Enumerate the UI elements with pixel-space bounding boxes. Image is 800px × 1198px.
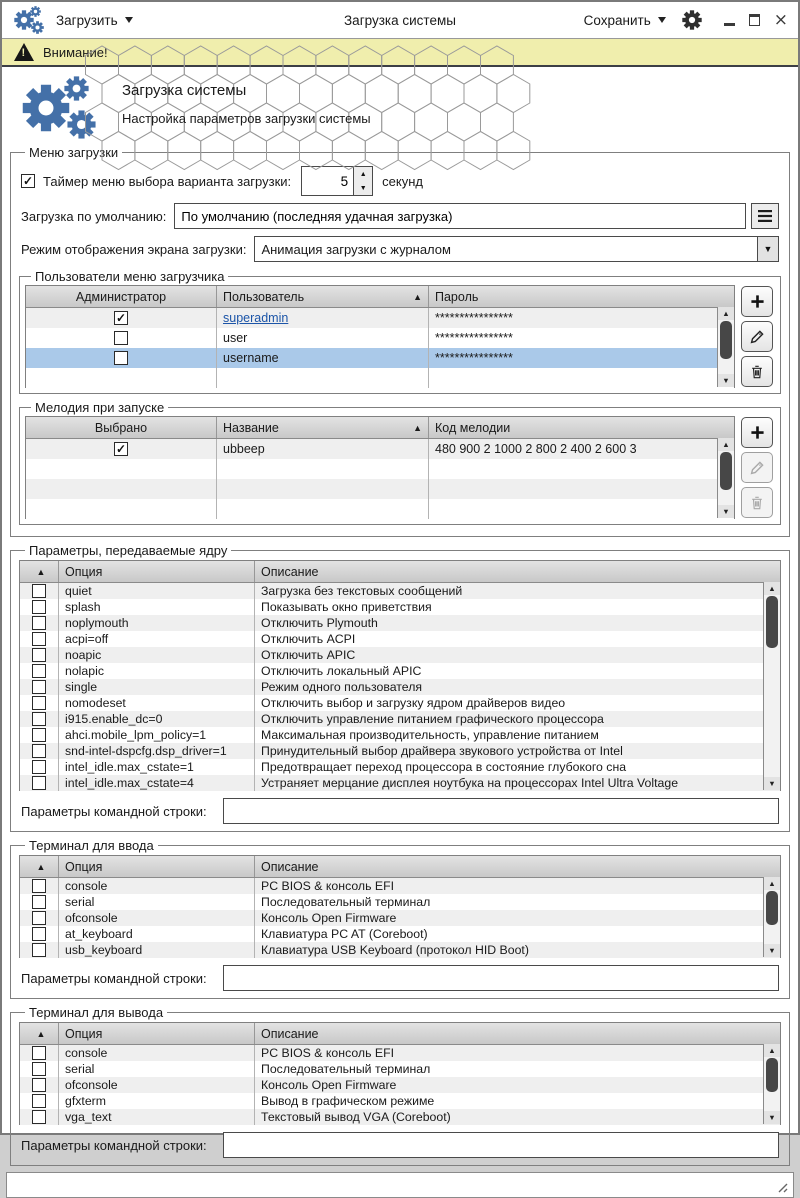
cell-option: intel_idle.max_cstate=1 xyxy=(58,759,254,775)
group-boot-menu xyxy=(10,145,790,537)
cell-chosen xyxy=(26,439,216,459)
cell-empty xyxy=(428,479,734,499)
row-checkbox[interactable] xyxy=(32,927,46,941)
table-row[interactable] xyxy=(20,663,780,679)
status-bar xyxy=(6,1172,794,1198)
scrollbar-thumb[interactable] xyxy=(720,452,732,490)
load-menu-button[interactable] xyxy=(56,13,133,28)
cell-option: single xyxy=(58,679,254,695)
input-terminal-scrollbar[interactable] xyxy=(763,877,780,957)
cell-description: PC BIOS & консоль EFI xyxy=(254,878,780,894)
column-header-description[interactable]: Описание xyxy=(254,561,780,582)
timer-checkbox[interactable] xyxy=(21,174,35,188)
cell-password: **************** xyxy=(428,308,734,328)
group-output-terminal xyxy=(10,1005,790,1166)
page-title: Загрузка системы xyxy=(122,82,247,99)
table-row[interactable] xyxy=(20,695,780,711)
default-boot-row xyxy=(21,203,779,229)
add-user-button[interactable] xyxy=(741,286,773,317)
cell-empty xyxy=(428,499,734,519)
cell-description: Устраняет мерцание дисплея ноутбука на процессорах Intel Ultra Voltage xyxy=(254,775,780,791)
cell-option: noplymouth xyxy=(58,615,254,631)
scrollbar-track[interactable] xyxy=(718,451,734,505)
input-terminal-table xyxy=(19,855,781,958)
row-checkbox[interactable] xyxy=(114,442,128,456)
scroll-up-icon[interactable]: ▲ xyxy=(764,1044,780,1057)
display-mode-row xyxy=(21,236,779,262)
cell-description: Консоль Open Firmware xyxy=(254,910,780,926)
scroll-up-icon[interactable]: ▲ xyxy=(718,438,734,451)
cell-checkbox xyxy=(20,647,58,663)
output-terminal-scrollbar[interactable] xyxy=(763,1044,780,1124)
cell-empty xyxy=(216,368,428,388)
input-terminal-cmdline-row xyxy=(21,965,779,991)
minimize-button[interactable] xyxy=(724,23,735,26)
cell-description: Загрузка без текстовых сообщений xyxy=(254,583,780,599)
table-row[interactable] xyxy=(20,878,780,894)
cell-checkbox xyxy=(20,615,58,631)
output-terminal-header xyxy=(20,1023,780,1045)
scrollbar-track[interactable] xyxy=(764,1057,780,1111)
table-row[interactable] xyxy=(20,743,780,759)
display-mode-value: Анимация загрузки с журналом xyxy=(261,241,451,257)
cell-user xyxy=(216,348,428,368)
cell-checkbox xyxy=(20,878,58,894)
cell-option: console xyxy=(58,878,254,894)
cell-option: at_keyboard xyxy=(58,926,254,942)
column-header-checked[interactable] xyxy=(20,1023,58,1044)
gears-illustration xyxy=(18,74,104,140)
cell-option: ofconsole xyxy=(58,910,254,926)
load-menu-label: Загрузить xyxy=(56,12,118,28)
cell-checkbox xyxy=(20,759,58,775)
row-checkbox[interactable] xyxy=(32,760,46,774)
spin-down-icon[interactable]: ▼ xyxy=(359,184,367,192)
column-header-option[interactable]: Опция xyxy=(58,561,254,582)
scroll-up-icon[interactable]: ▲ xyxy=(764,582,780,595)
cell-option: nolapic xyxy=(58,663,254,679)
table-row[interactable] xyxy=(20,775,780,791)
users-scrollbar[interactable] xyxy=(717,307,734,387)
row-checkbox[interactable] xyxy=(32,616,46,630)
warning-icon xyxy=(14,43,34,61)
table-row[interactable] xyxy=(20,679,780,695)
trash-icon xyxy=(750,496,764,510)
plus-icon xyxy=(750,294,765,309)
cell-user xyxy=(216,308,428,328)
row-checkbox[interactable] xyxy=(114,351,128,365)
cell-checkbox xyxy=(20,695,58,711)
table-row[interactable] xyxy=(20,631,780,647)
row-checkbox[interactable] xyxy=(32,1078,46,1092)
kernel-scrollbar[interactable] xyxy=(763,582,780,790)
group-input-terminal-legend: Терминал для ввода xyxy=(29,838,154,853)
cell-option: acpi=off xyxy=(58,631,254,647)
sort-asc-icon: ▲ xyxy=(36,566,46,577)
edit-melody-button[interactable] xyxy=(741,452,773,483)
sort-asc-icon: ▲ xyxy=(36,1028,46,1039)
cell-option: noapic xyxy=(58,647,254,663)
table-row[interactable] xyxy=(26,439,734,459)
cell-option: usb_keyboard xyxy=(58,942,254,958)
row-checkbox[interactable] xyxy=(32,584,46,598)
cmdline-label: Параметры командной строки: xyxy=(21,970,207,986)
row-checkbox[interactable] xyxy=(32,1094,46,1108)
input-terminal-header xyxy=(20,856,780,878)
cell-checkbox xyxy=(20,599,58,615)
group-melody-legend: Мелодия при запуске xyxy=(35,400,165,415)
pencil-icon xyxy=(750,461,764,475)
cell-description: Отключить ACPI xyxy=(254,631,780,647)
table-row[interactable] xyxy=(20,942,780,958)
scrollbar-thumb[interactable] xyxy=(766,1058,778,1092)
table-row[interactable] xyxy=(26,328,734,348)
table-row[interactable] xyxy=(20,599,780,615)
cell-checkbox xyxy=(20,1077,58,1093)
group-users-legend: Пользователи меню загрузчика xyxy=(35,269,225,284)
chevron-down-icon: ▼ xyxy=(763,244,773,254)
spinner-buttons[interactable] xyxy=(353,167,372,195)
scrollbar-thumb[interactable] xyxy=(766,596,778,648)
cell-checkbox xyxy=(20,679,58,695)
pencil-icon xyxy=(750,330,764,344)
timer-row xyxy=(21,166,779,196)
hamburger-icon xyxy=(758,210,772,222)
cell-checkbox xyxy=(20,1045,58,1061)
combo-dropdown-button[interactable] xyxy=(757,237,778,261)
scroll-down-icon[interactable]: ▼ xyxy=(718,374,734,387)
group-startup-melody xyxy=(19,400,781,525)
melody-table-header xyxy=(26,417,734,439)
table-row[interactable] xyxy=(20,1077,780,1093)
user-name: user xyxy=(223,331,248,345)
default-boot-input[interactable] xyxy=(174,203,746,229)
row-checkbox[interactable] xyxy=(32,879,46,893)
row-checkbox[interactable] xyxy=(32,600,46,614)
scroll-up-icon[interactable]: ▲ xyxy=(718,307,734,320)
cell-option: i915.enable_dc=0 xyxy=(58,711,254,727)
cell-description: Отключить локальный APIC xyxy=(254,663,780,679)
maximize-button[interactable] xyxy=(749,14,760,26)
default-boot-menu-button[interactable] xyxy=(751,203,779,229)
warning-text: Внимание! xyxy=(43,44,108,60)
table-row[interactable] xyxy=(20,1045,780,1061)
cell-description: Показывать окно приветствия xyxy=(254,599,780,615)
settings-gear-icon[interactable] xyxy=(682,10,702,30)
cell-empty xyxy=(26,459,216,479)
scrollbar-track[interactable] xyxy=(718,320,734,374)
table-row[interactable] xyxy=(20,759,780,775)
scroll-down-icon[interactable]: ▼ xyxy=(764,1111,780,1124)
column-header-admin[interactable]: Администратор xyxy=(75,289,167,304)
column-header-description[interactable]: Описание xyxy=(254,856,780,877)
row-checkbox[interactable] xyxy=(32,911,46,925)
row-checkbox[interactable] xyxy=(32,664,46,678)
cell-code: 480 900 2 1000 2 800 2 400 2 600 3 xyxy=(428,439,734,459)
save-menu-label: Сохранить xyxy=(583,12,651,28)
delete-melody-button[interactable] xyxy=(741,487,773,518)
kernel-table-header xyxy=(20,561,780,583)
cell-empty xyxy=(428,459,734,479)
scroll-down-icon[interactable]: ▼ xyxy=(764,944,780,957)
output-terminal-cmdline-row xyxy=(21,1132,779,1158)
row-checkbox[interactable] xyxy=(32,728,46,742)
output-terminal-table xyxy=(19,1022,781,1125)
add-melody-button[interactable] xyxy=(741,417,773,448)
cell-description: Клавиатура USB Keyboard (протокол HID Boot) xyxy=(254,942,780,958)
cell-description: Отключить выбор и загрузку ядром драйверов видео xyxy=(254,695,780,711)
cell-checkbox xyxy=(20,1061,58,1077)
cell-description: Отключить управление питанием графического процессора xyxy=(254,711,780,727)
cell-description: Режим одного пользователя xyxy=(254,679,780,695)
group-boot-menu-legend: Меню загрузки xyxy=(29,145,119,160)
cell-user xyxy=(216,328,428,348)
table-row[interactable] xyxy=(20,647,780,663)
group-kernel-params xyxy=(10,543,790,832)
cmdline-label: Параметры командной строки: xyxy=(21,803,207,819)
sort-asc-icon: ▲ xyxy=(36,861,46,872)
cell-checkbox xyxy=(20,775,58,791)
table-row-empty xyxy=(26,368,734,388)
column-header-user[interactable]: Пользователь ▲ xyxy=(216,286,428,307)
row-checkbox[interactable] xyxy=(32,1046,46,1060)
cell-checkbox xyxy=(20,743,58,759)
cell-empty xyxy=(428,368,734,388)
row-checkbox[interactable] xyxy=(32,632,46,646)
column-header-option[interactable]: Опция xyxy=(58,1023,254,1044)
table-row[interactable] xyxy=(20,926,780,942)
row-checkbox[interactable] xyxy=(32,680,46,694)
table-row[interactable] xyxy=(20,615,780,631)
column-header-code[interactable]: Код мелодии xyxy=(428,417,734,438)
cell-description: Предотвращает переход процессора в состояние глубокого сна xyxy=(254,759,780,775)
sort-asc-icon: ▲ xyxy=(413,291,422,302)
column-header-option[interactable]: Опция xyxy=(58,856,254,877)
cell-description: Клавиатура PC AT (Coreboot) xyxy=(254,926,780,942)
users-table-header xyxy=(26,286,734,308)
scrollbar-thumb[interactable] xyxy=(720,321,732,359)
cell-empty xyxy=(216,459,428,479)
page-header xyxy=(2,67,798,145)
row-checkbox[interactable] xyxy=(32,895,46,909)
cell-checkbox xyxy=(20,631,58,647)
cell-description: PC BIOS & консоль EFI xyxy=(254,1045,780,1061)
output-terminal-cmdline-input[interactable] xyxy=(223,1132,779,1158)
cell-checkbox xyxy=(20,711,58,727)
cell-checkbox xyxy=(20,926,58,942)
cell-checkbox xyxy=(20,894,58,910)
cell-empty xyxy=(216,479,428,499)
kernel-cmdline-row xyxy=(21,798,779,824)
table-row-empty xyxy=(26,459,734,479)
cell-description: Последовательный терминал xyxy=(254,1061,780,1077)
cell-empty xyxy=(26,479,216,499)
table-row[interactable] xyxy=(20,583,780,599)
cell-option: ofconsole xyxy=(58,1077,254,1093)
table-row[interactable] xyxy=(20,1061,780,1077)
table-row[interactable] xyxy=(26,308,734,328)
row-checkbox[interactable] xyxy=(114,331,128,345)
page-subtitle: Настройка параметров загрузки системы xyxy=(122,111,371,126)
table-row[interactable] xyxy=(20,894,780,910)
cell-option: vga_text xyxy=(58,1109,254,1125)
table-row[interactable] xyxy=(26,348,734,368)
cell-description: Максимальная производительность, управление питанием xyxy=(254,727,780,743)
row-checkbox[interactable] xyxy=(32,1062,46,1076)
table-row[interactable] xyxy=(20,711,780,727)
cell-empty xyxy=(26,368,216,388)
save-menu-button[interactable] xyxy=(584,13,666,28)
column-header-chosen[interactable]: Выбрано xyxy=(94,420,148,435)
cell-option: snd-intel-dspcfg.dsp_driver=1 xyxy=(58,743,254,759)
cell-checkbox xyxy=(20,910,58,926)
sort-asc-icon: ▲ xyxy=(413,422,422,433)
table-row[interactable] xyxy=(20,1109,780,1125)
cell-checkbox xyxy=(20,583,58,599)
row-checkbox[interactable] xyxy=(32,943,46,957)
cell-checkbox xyxy=(20,942,58,958)
row-checkbox[interactable] xyxy=(32,696,46,710)
trash-icon xyxy=(750,365,764,379)
scroll-down-icon[interactable]: ▼ xyxy=(718,505,734,518)
title-bar xyxy=(2,2,798,39)
column-header-password[interactable]: Пароль xyxy=(428,286,734,307)
column-header-name[interactable]: Название ▲ xyxy=(216,417,428,438)
chevron-down-icon xyxy=(658,17,666,23)
warning-banner xyxy=(2,39,798,67)
row-checkbox[interactable] xyxy=(32,744,46,758)
cell-description: Текстовый вывод VGA (Coreboot) xyxy=(254,1109,780,1125)
cell-option: gfxterm xyxy=(58,1093,254,1109)
column-header-checked[interactable] xyxy=(20,856,58,877)
scroll-up-icon[interactable]: ▲ xyxy=(764,877,780,890)
cell-description: Вывод в графическом режиме xyxy=(254,1093,780,1109)
row-checkbox[interactable] xyxy=(32,776,46,790)
user-link[interactable]: superadmin xyxy=(223,311,289,325)
window-title: Загрузка системы xyxy=(344,12,456,28)
row-checkbox[interactable] xyxy=(32,648,46,662)
table-row[interactable] xyxy=(20,910,780,926)
cell-option: ahci.mobile_lpm_policy=1 xyxy=(58,727,254,743)
chevron-down-icon xyxy=(125,17,133,23)
scrollbar-thumb[interactable] xyxy=(766,891,778,925)
cell-option: quiet xyxy=(58,583,254,599)
table-row-empty xyxy=(26,499,734,519)
cell-option: intel_idle.max_cstate=4 xyxy=(58,775,254,791)
cell-empty xyxy=(216,499,428,519)
cell-admin xyxy=(26,328,216,348)
kernel-cmdline-input[interactable] xyxy=(223,798,779,824)
display-mode-combobox[interactable] xyxy=(254,236,779,262)
spin-up-icon[interactable]: ▲ xyxy=(359,170,367,178)
cell-name: ubbeep xyxy=(216,439,428,459)
display-mode-label: Режим отображения экрана загрузки: xyxy=(21,241,247,257)
cell-option: serial xyxy=(58,1061,254,1077)
cell-checkbox xyxy=(20,1109,58,1125)
row-checkbox[interactable] xyxy=(32,1110,46,1124)
row-checkbox[interactable] xyxy=(32,712,46,726)
row-checkbox[interactable] xyxy=(114,311,128,325)
cell-option: nomodeset xyxy=(58,695,254,711)
cell-empty xyxy=(26,499,216,519)
group-kernel-legend: Параметры, передаваемые ядру xyxy=(29,543,228,558)
cell-description: Принудительный выбор драйвера звукового устройства от Intel xyxy=(254,743,780,759)
cell-password: **************** xyxy=(428,328,734,348)
user-name: username xyxy=(223,351,279,365)
timer-unit-label: секунд xyxy=(382,173,423,189)
cell-description: Отключить Plymouth xyxy=(254,615,780,631)
cell-admin xyxy=(26,308,216,328)
app-gears-icon xyxy=(12,6,44,34)
cell-option: splash xyxy=(58,599,254,615)
table-row[interactable] xyxy=(20,1093,780,1109)
default-boot-label: Загрузка по умолчанию: xyxy=(21,208,167,224)
cmdline-label: Параметры командной строки: xyxy=(21,1137,207,1153)
group-bootloader-users xyxy=(19,269,781,394)
cell-option: serial xyxy=(58,894,254,910)
scrollbar-track[interactable] xyxy=(764,890,780,944)
table-row[interactable] xyxy=(20,727,780,743)
cell-admin xyxy=(26,348,216,368)
cell-checkbox xyxy=(20,727,58,743)
kernel-params-table xyxy=(19,560,781,791)
column-header-description[interactable]: Описание xyxy=(254,1023,780,1044)
resize-grip[interactable] xyxy=(777,1182,789,1194)
cell-checkbox xyxy=(20,1093,58,1109)
table-row-empty xyxy=(26,479,734,499)
melody-table xyxy=(25,416,735,519)
close-button[interactable]: × xyxy=(773,9,788,30)
cell-description: Последовательный терминал xyxy=(254,894,780,910)
timer-spinner[interactable] xyxy=(301,166,373,196)
column-header-checked[interactable] xyxy=(20,561,58,582)
scroll-down-icon[interactable]: ▼ xyxy=(764,777,780,790)
cell-description: Консоль Open Firmware xyxy=(254,1077,780,1093)
group-input-terminal xyxy=(10,838,790,999)
plus-icon xyxy=(750,425,765,440)
timer-value-input[interactable] xyxy=(302,167,353,195)
users-table xyxy=(25,285,735,388)
melody-scrollbar[interactable] xyxy=(717,438,734,518)
cell-password: **************** xyxy=(428,348,734,368)
cell-option: console xyxy=(58,1045,254,1061)
timer-label: Таймер меню выбора варианта загрузки: xyxy=(43,173,292,189)
delete-user-button[interactable] xyxy=(741,356,773,387)
cell-description: Отключить APIC xyxy=(254,647,780,663)
edit-user-button[interactable] xyxy=(741,321,773,352)
group-output-terminal-legend: Терминал для вывода xyxy=(29,1005,164,1020)
cell-checkbox xyxy=(20,663,58,679)
input-terminal-cmdline-input[interactable] xyxy=(223,965,779,991)
scrollbar-track[interactable] xyxy=(764,595,780,777)
